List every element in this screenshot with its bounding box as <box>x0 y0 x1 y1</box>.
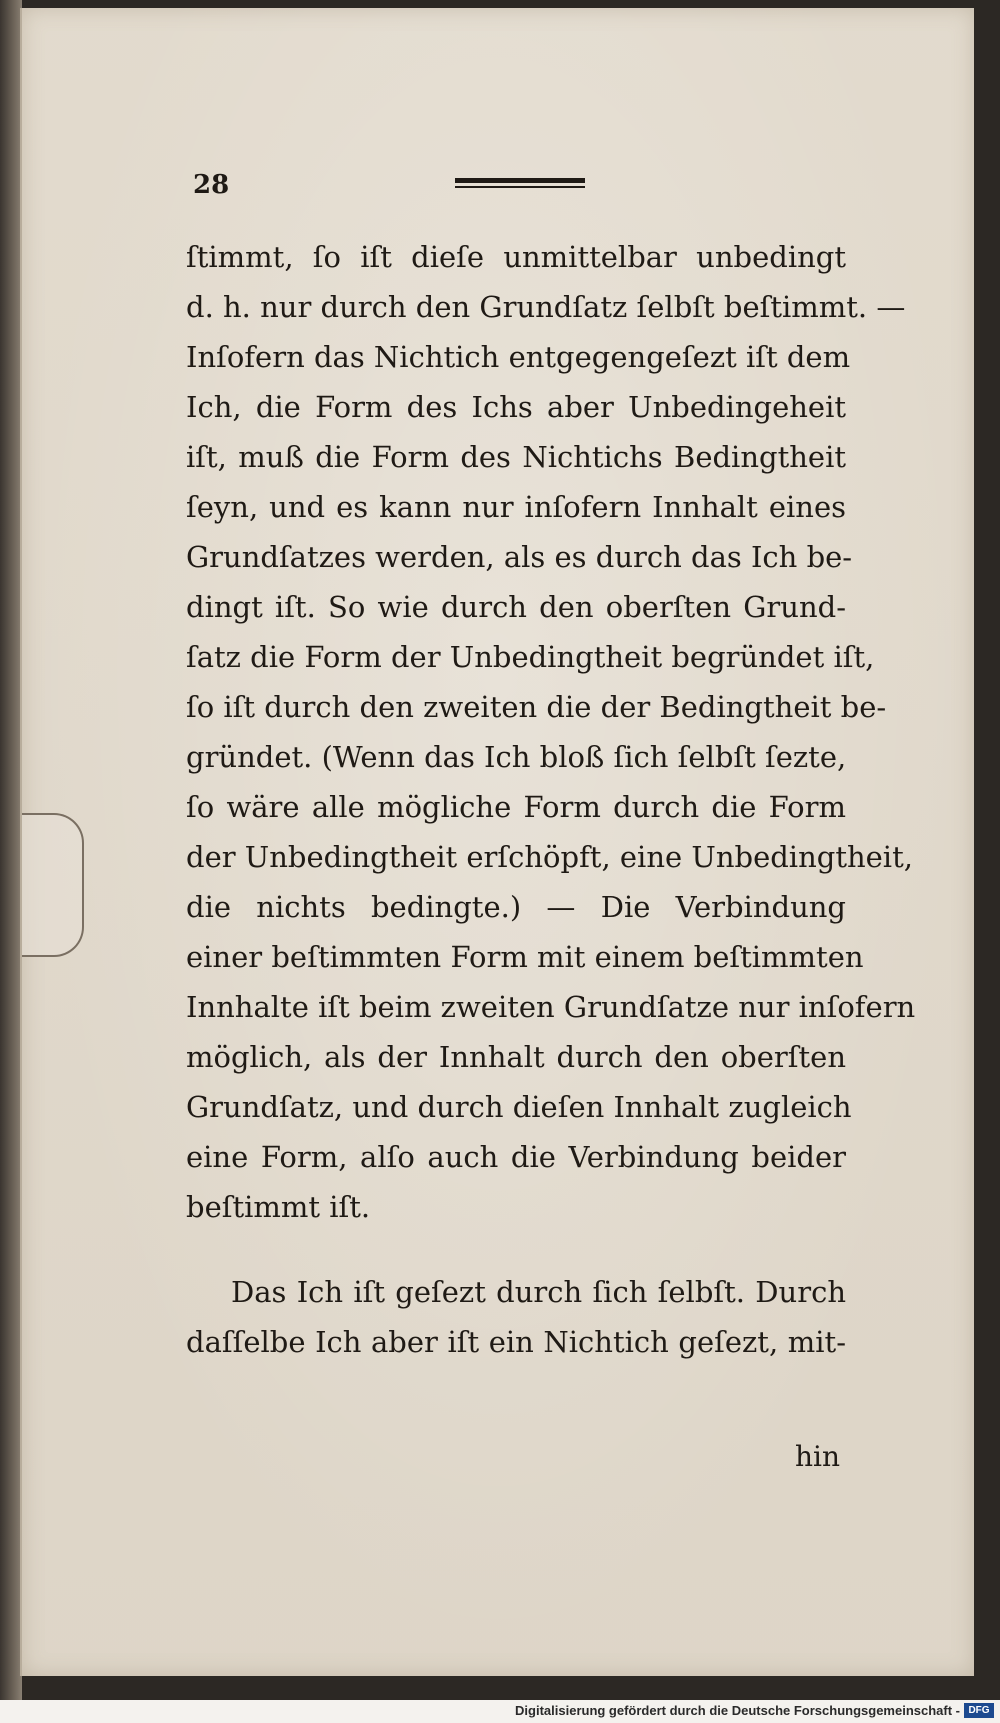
text-line: ſo iſt durch den zweiten die der Bedingtheit be- <box>186 690 887 724</box>
text-line: ſatz die Form der Unbedingtheit begründet iſt, <box>186 640 875 674</box>
catchword: hin <box>795 1440 841 1473</box>
text-line: einer beſtimmten Form mit einem beſtimmten <box>186 940 864 974</box>
text-line: die nichts bedingte.) — Die Verbindung <box>186 890 846 924</box>
text-line: möglich, als der Innhalt durch den oberſten <box>186 1040 846 1074</box>
text-line: daſſelbe Ich aber iſt ein Nichtich geſezt, mit- <box>186 1325 846 1359</box>
text-line: ſeyn, und es kann nur inſofern Innhalt eines <box>186 490 846 524</box>
text-line: eine Form, alſo auch die Verbindung beider <box>186 1140 846 1174</box>
text-line: Grundſatz, und durch dieſen Innhalt zugleich <box>186 1090 852 1124</box>
text-line: der Unbedingtheit erſchöpft, eine Unbedingtheit, <box>186 840 913 874</box>
text-line: dingt iſt. So wie durch den oberſten Grund- <box>186 590 846 624</box>
header-rule <box>455 178 585 188</box>
funding-credit: Digitalisierung gefördert durch die Deutsche Forschungsgemeinschaft - <box>515 1703 960 1718</box>
book-spine-edge <box>0 0 22 1723</box>
text-line: d. h. nur durch den Grundſatz ſelbſt beſtimmt. — <box>186 290 906 324</box>
text-line: ſo wäre alle mögliche Form durch die Form <box>186 790 846 824</box>
text-line: gründet. (Wenn das Ich bloß ſich ſelbſt ſezte, <box>186 740 847 774</box>
text-line: Grundſatzes werden, als es durch das Ich be- <box>186 540 853 574</box>
text-line: Ich, die Form des Ichs aber Unbedingeheit <box>186 390 846 424</box>
text-line: iſt, muß die Form des Nichtichs Bedingtheit <box>186 440 846 474</box>
text-line: ſtimmt, ſo iſt dieſe unmittelbar unbedingt <box>186 240 846 274</box>
text-line: Inſofern das Nichtich entgegengeſezt iſt dem <box>186 340 851 374</box>
dfg-logo: DFG <box>964 1703 994 1718</box>
text-line: Innhalte iſt beim zweiten Grundſatze nur inſofern <box>186 990 916 1024</box>
page-number: 28 <box>193 170 230 200</box>
text-line: beſtimmt iſt. <box>186 1190 371 1224</box>
page-clip <box>22 813 84 957</box>
text-line: Das Ich iſt geſezt durch ſich ſelbſt. Durch <box>231 1275 846 1309</box>
